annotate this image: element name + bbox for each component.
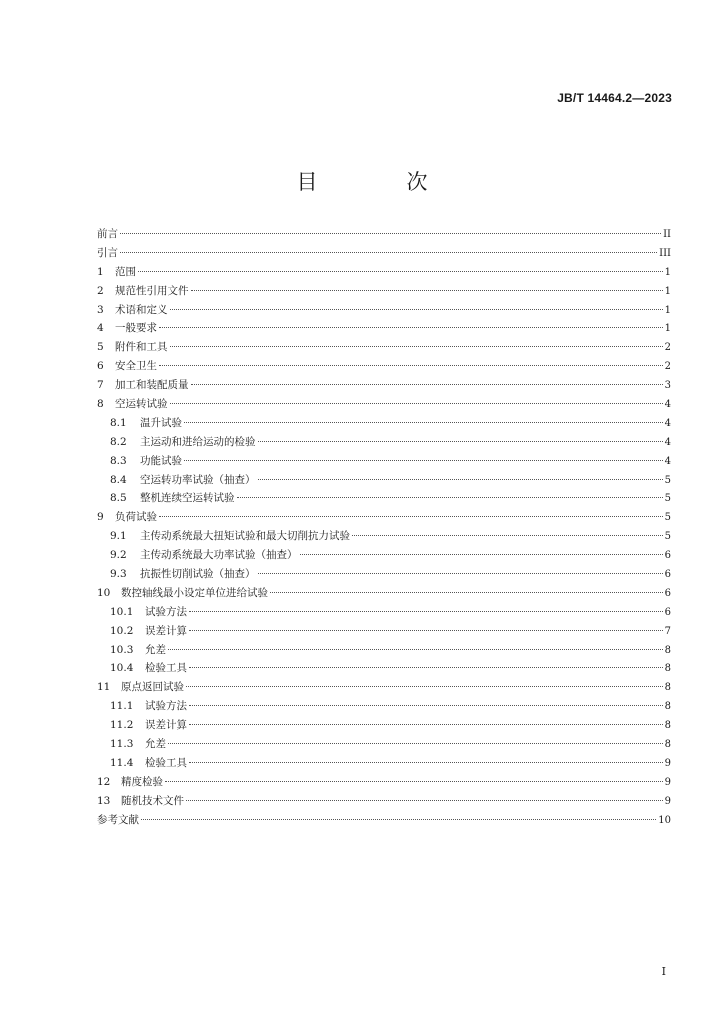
toc-entry-page: 9 (664, 795, 671, 807)
toc-entry-label: 试验方法 (145, 605, 187, 618)
page-title: 目 次 (296, 170, 462, 194)
toc-leader-dots (352, 535, 663, 536)
toc-leader-dots (258, 479, 663, 480)
toc-leader-dots (189, 667, 663, 668)
toc-entry-number: 10.1 (110, 605, 134, 618)
toc-entry-number: 10.4 (110, 662, 134, 675)
toc-entry-number: 4 (97, 322, 104, 335)
toc-entry[interactable] (97, 774, 671, 793)
toc-entry-page: 2 (664, 342, 671, 354)
toc-entry-number: 9.3 (110, 568, 127, 581)
toc-entry-label: 检验工具 (145, 756, 187, 769)
toc-entry[interactable] (97, 245, 671, 264)
toc-entry-page: 1 (664, 304, 671, 316)
toc-entry-number: 10.2 (110, 624, 134, 637)
toc-leader-dots (189, 762, 663, 763)
toc-entry[interactable] (97, 793, 671, 812)
toc-entry-page: 9 (664, 776, 671, 788)
toc-entry-page: 6 (664, 550, 671, 562)
toc-leader-dots (270, 592, 663, 593)
toc-entry-label: 加工和装配质量 (115, 379, 189, 392)
toc-entry[interactable] (97, 434, 671, 453)
toc-entry-number: 8.3 (110, 454, 127, 467)
standard-code: JB/T 14464.2—2023 (557, 91, 672, 105)
toc-entry-label: 空运转试验 (115, 398, 168, 411)
toc-entry-label: 检验工具 (145, 662, 187, 675)
toc-entry-number: 5 (97, 341, 104, 354)
toc-entry-number: 11.1 (110, 700, 134, 713)
toc-entry-page: 6 (664, 606, 671, 618)
toc-entry[interactable] (97, 377, 671, 396)
toc-entry-page: 8 (664, 663, 671, 675)
toc-entry-label: 术语和定义 (115, 303, 168, 316)
toc-leader-dots (300, 554, 663, 555)
toc-leader-dots (258, 573, 663, 574)
toc-entry[interactable] (97, 396, 671, 415)
toc-leader-dots (184, 460, 663, 461)
toc-entry-label: 原点返回试验 (121, 681, 184, 694)
toc-entry-number: 10 (97, 586, 111, 599)
toc-entry-number: 9 (97, 511, 104, 524)
toc-entry-number: 3 (97, 303, 104, 316)
toc-entry[interactable] (97, 623, 671, 642)
toc-leader-dots (165, 781, 663, 782)
toc-leader-dots (159, 327, 663, 328)
toc-leader-dots (159, 365, 663, 366)
toc-entry-page: 9 (664, 757, 671, 769)
toc-entry-label: 主运动和进给运动的检验 (140, 435, 256, 448)
toc-leader-dots (191, 384, 663, 385)
toc-entry[interactable] (97, 509, 671, 528)
toc-entry[interactable] (97, 415, 671, 434)
toc-entry[interactable] (97, 698, 671, 717)
toc-entry[interactable] (97, 226, 671, 245)
toc-entry-page: III (659, 247, 671, 259)
toc-entry-page: 8 (664, 739, 671, 751)
toc-entry-number: 8.1 (110, 416, 127, 429)
toc-entry-label: 温升试验 (140, 416, 182, 429)
toc-entry[interactable] (97, 339, 671, 358)
toc-entry[interactable] (97, 472, 671, 491)
toc-entry-label: 误差计算 (145, 719, 187, 732)
toc-entry-page: 8 (664, 644, 671, 656)
toc-entry-number: 8.5 (110, 492, 127, 505)
toc-entry-label: 前言 (97, 228, 118, 240)
toc-leader-dots (189, 630, 663, 631)
toc-entry-label: 允差 (145, 643, 166, 656)
toc-entry-label: 范围 (115, 265, 136, 278)
toc-entry-label: 规范性引用文件 (115, 284, 189, 297)
toc-entry-page: II (663, 229, 671, 240)
toc-entry-label: 安全卫生 (115, 360, 157, 373)
toc-entry-page: 5 (664, 512, 671, 524)
toc-leader-dots (186, 686, 663, 687)
toc-entry-label: 试验方法 (145, 700, 187, 713)
toc-leader-dots (168, 743, 663, 744)
toc-leader-dots (170, 346, 663, 347)
toc-leader-dots (189, 724, 663, 725)
toc-entry-label: 空运转功率试验（抽查） (140, 473, 256, 486)
toc-entry-number: 11.2 (110, 719, 134, 732)
toc-entry-page: 6 (664, 587, 671, 599)
toc-leader-dots (186, 800, 663, 801)
toc-entry-label: 整机连续空运转试验 (140, 492, 235, 505)
toc-entry[interactable] (97, 642, 671, 661)
toc-entry-page: 4 (664, 399, 671, 411)
toc-entry-page: 5 (664, 493, 671, 505)
toc-entry-page: 10 (658, 814, 671, 826)
toc-entry-number: 11 (97, 681, 111, 694)
toc-leader-dots (170, 309, 663, 310)
toc-entry-page: 5 (664, 474, 671, 486)
toc-entry-number: 8 (97, 398, 104, 411)
toc-entry-label: 参考文献 (97, 813, 139, 826)
toc-entry-label: 允差 (145, 738, 166, 751)
toc-entry-label: 负荷试验 (115, 511, 157, 524)
toc-entry-number: 8.4 (110, 473, 127, 486)
toc-entry[interactable] (97, 585, 671, 604)
toc-entry[interactable] (97, 264, 671, 283)
toc-entry[interactable] (97, 358, 671, 377)
toc-leader-dots (138, 271, 663, 272)
toc-entry[interactable] (97, 283, 671, 302)
toc-entry-label: 引言 (97, 246, 118, 259)
toc-entry-page: 8 (664, 682, 671, 694)
toc-entry-number: 1 (97, 265, 104, 278)
toc-entry-label: 误差计算 (145, 624, 187, 637)
toc-entry[interactable] (97, 717, 671, 736)
toc-entry-number: 2 (97, 284, 104, 297)
toc-entry-page: 3 (664, 380, 671, 392)
toc-entry-label: 数控轴线最小设定单位进给试验 (121, 586, 268, 599)
page-number: I (661, 965, 666, 978)
toc-entry-page: 2 (664, 361, 671, 373)
toc-entry-label: 抗振性切削试验（抽查） (140, 568, 256, 581)
toc-leader-dots (184, 422, 663, 423)
toc-entry-label: 精度检验 (121, 775, 163, 788)
toc-entry-page: 8 (664, 701, 671, 713)
toc-entry-number: 11.3 (110, 738, 134, 751)
toc-entry-number: 9.1 (110, 530, 127, 543)
toc-entry-page: 4 (664, 436, 671, 448)
toc-entry-number: 13 (97, 794, 111, 807)
toc-entry[interactable] (97, 812, 671, 831)
toc-leader-dots (170, 403, 663, 404)
toc-entry-number: 7 (97, 379, 104, 392)
table-of-contents (97, 226, 671, 831)
toc-entry-page: 8 (664, 720, 671, 732)
toc-leader-dots (237, 497, 663, 498)
toc-entry-label: 附件和工具 (115, 341, 168, 354)
toc-entry-number: 11.4 (110, 756, 134, 769)
toc-entry-number: 12 (97, 775, 111, 788)
toc-entry[interactable] (97, 755, 671, 774)
toc-entry[interactable] (97, 490, 671, 509)
toc-entry-number: 8.2 (110, 435, 127, 448)
toc-entry-number: 10.3 (110, 643, 134, 656)
toc-leader-dots (189, 705, 663, 706)
toc-leader-dots (258, 441, 663, 442)
toc-leader-dots (141, 819, 656, 820)
toc-entry-page: 5 (664, 531, 671, 543)
toc-entry[interactable] (97, 302, 671, 321)
toc-entry-number: 6 (97, 360, 104, 373)
toc-entry[interactable] (97, 660, 671, 679)
toc-entry-number: 9.2 (110, 549, 127, 562)
toc-entry-page: 1 (664, 266, 671, 278)
toc-entry-label: 功能试验 (140, 454, 182, 467)
toc-entry-page: 4 (664, 455, 671, 467)
toc-entry-page: 1 (664, 323, 671, 335)
toc-entry-label: 随机技术文件 (121, 794, 184, 807)
toc-entry[interactable] (97, 566, 671, 585)
toc-entry[interactable] (97, 453, 671, 472)
toc-leader-dots (120, 233, 661, 234)
toc-entry[interactable] (97, 736, 671, 755)
toc-entry-page: 1 (664, 285, 671, 297)
toc-leader-dots (120, 252, 657, 253)
toc-entry[interactable] (97, 604, 671, 623)
toc-leader-dots (191, 290, 663, 291)
toc-leader-dots (168, 649, 663, 650)
toc-entry-label: 主传动系统最大扭矩试验和最大切削抗力试验 (140, 530, 350, 543)
toc-entry-page: 6 (664, 569, 671, 581)
toc-entry[interactable] (97, 528, 671, 547)
toc-entry-label: 主传动系统最大功率试验（抽查） (140, 549, 298, 562)
toc-entry-page: 7 (664, 625, 671, 637)
toc-leader-dots (189, 611, 663, 612)
toc-entry[interactable] (97, 679, 671, 698)
toc-entry-page: 4 (664, 417, 671, 429)
toc-leader-dots (159, 516, 663, 517)
toc-entry[interactable] (97, 547, 671, 566)
toc-entry-label: 一般要求 (115, 322, 157, 335)
toc-entry[interactable] (97, 320, 671, 339)
